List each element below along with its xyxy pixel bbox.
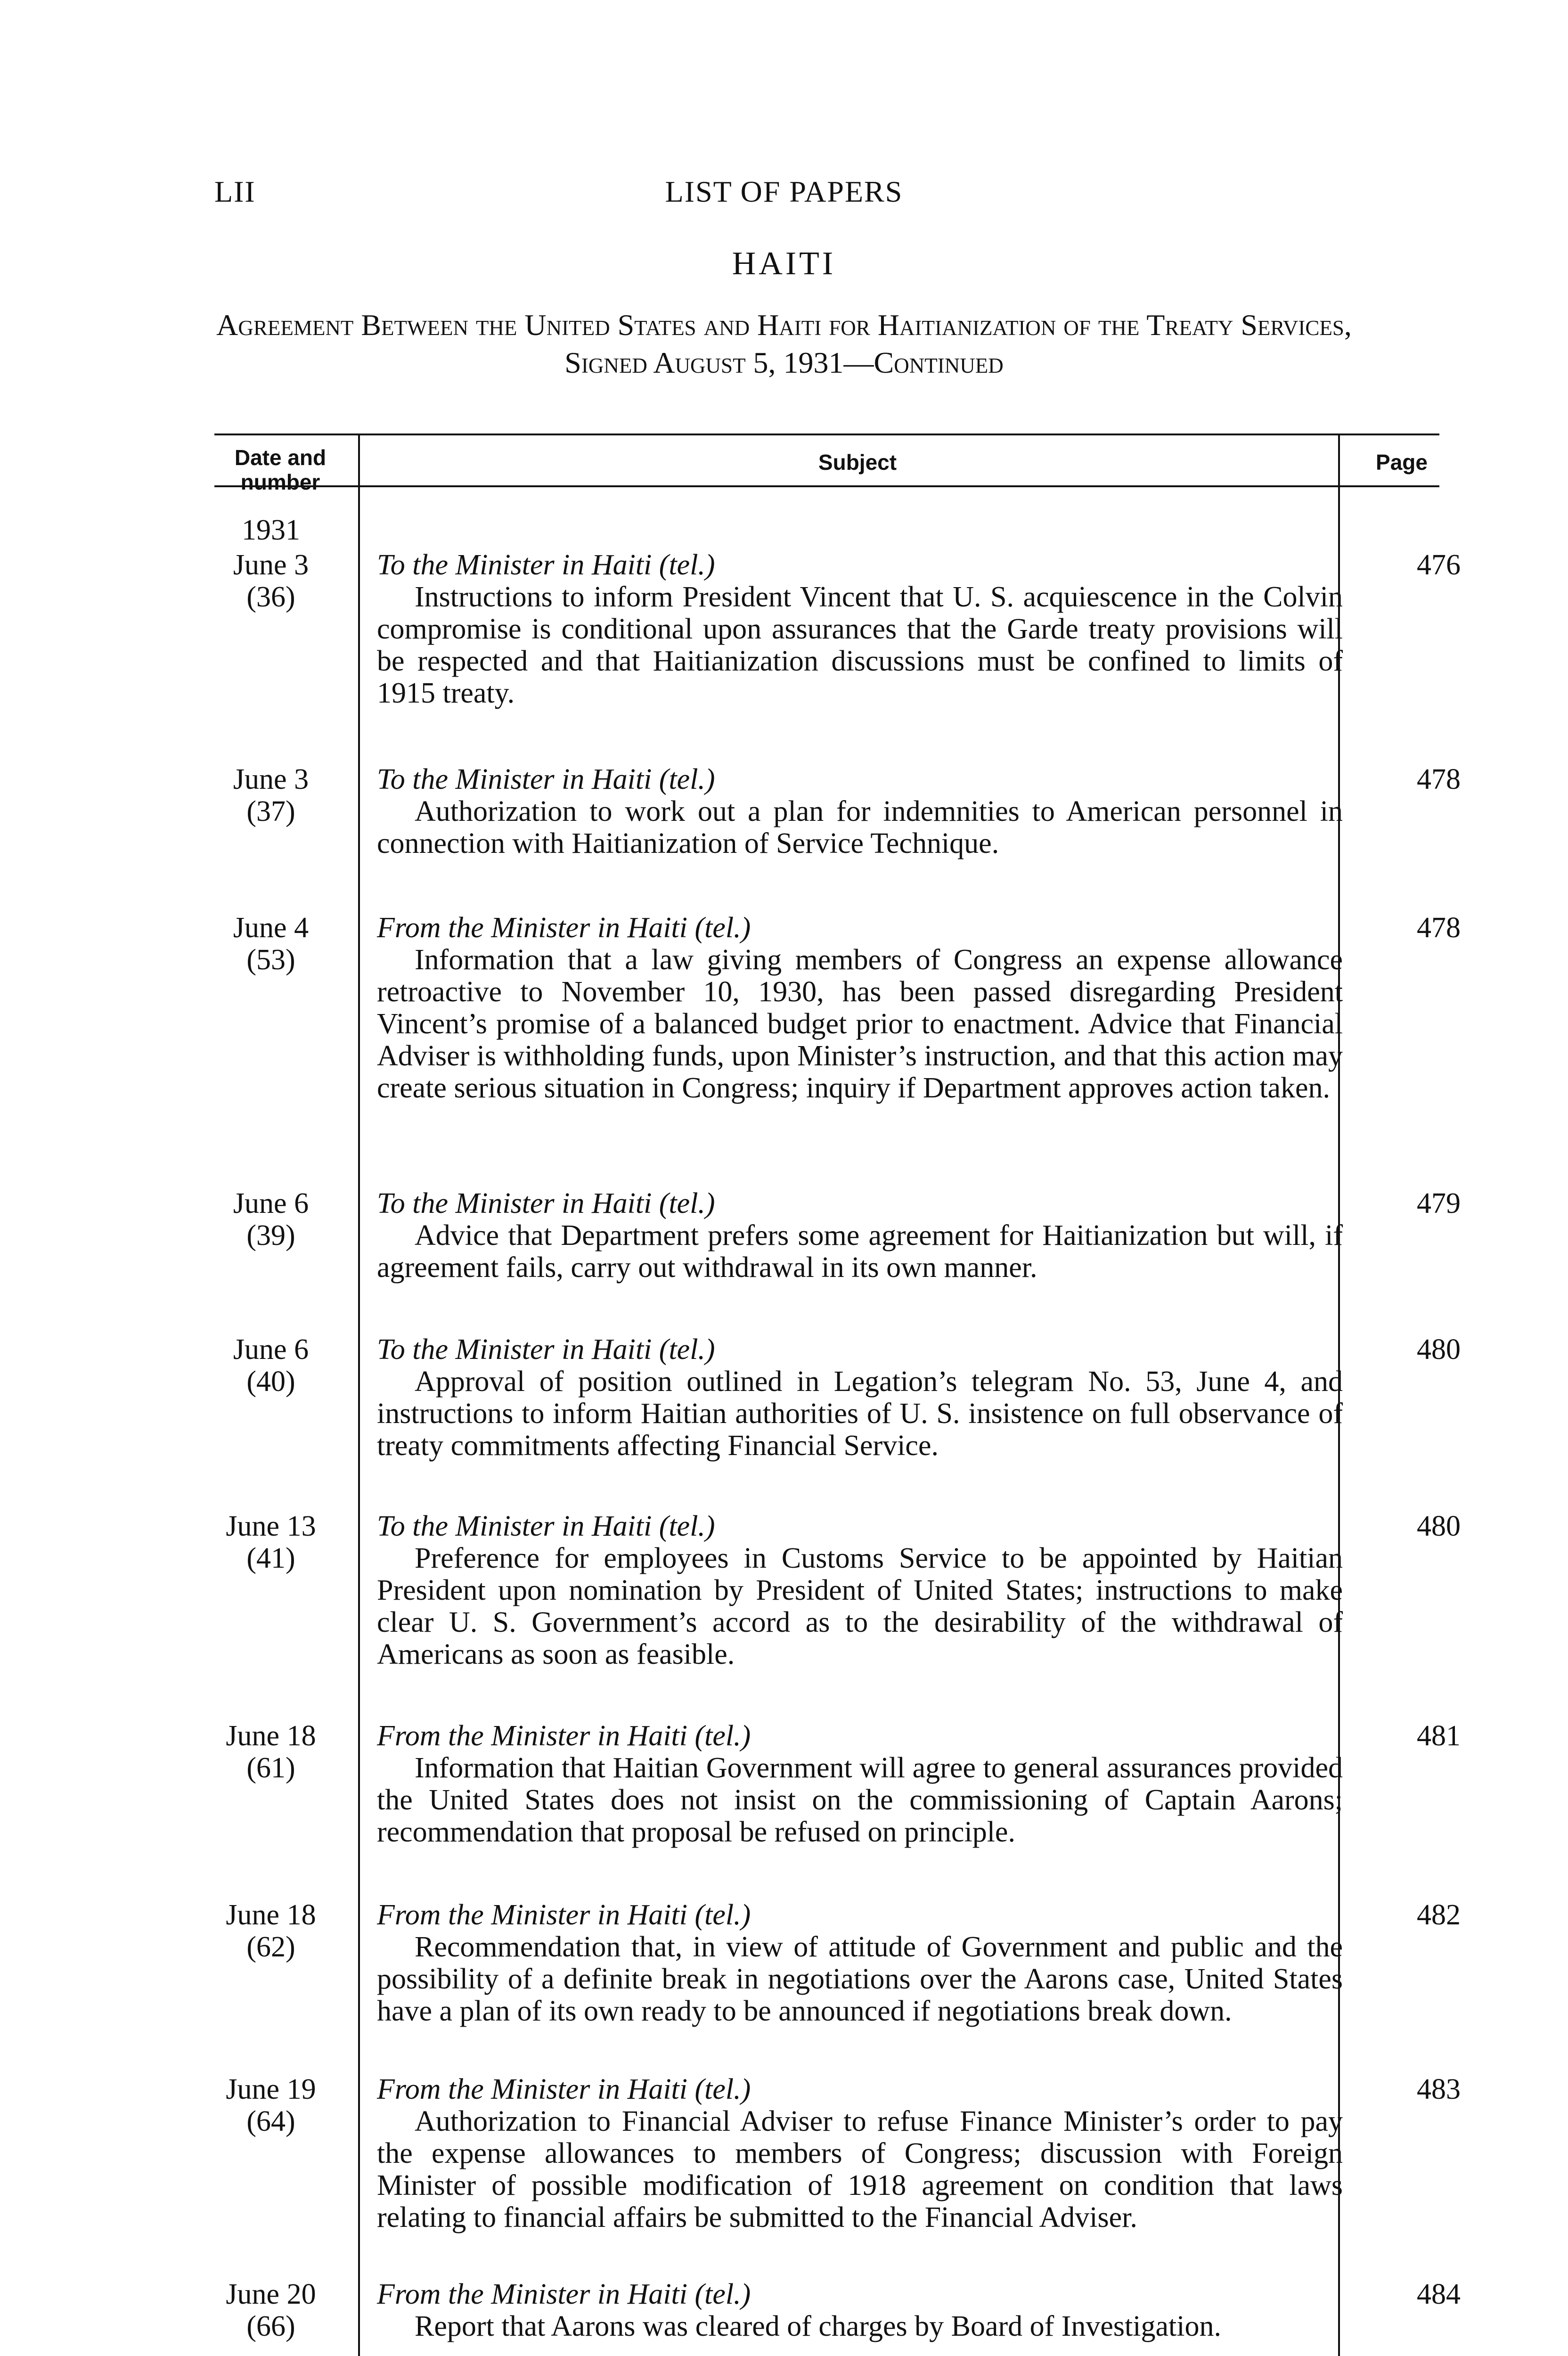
entry-page: 478 <box>1417 763 1461 795</box>
entry-date <box>207 912 335 976</box>
entry-from: To the Minister in Haiti (tel.) <box>377 763 715 795</box>
entry-description: Authorization to work out a plan for indemnities to American personnel in connection with Haitianization of Service Technique. <box>377 795 1343 859</box>
entry-number: (40) <box>246 1366 295 1398</box>
entry-subject <box>377 1333 1343 1462</box>
page-folio: LII <box>214 175 256 208</box>
entry-date <box>207 1510 335 1574</box>
entry-page: 484 <box>1417 2278 1461 2310</box>
section-subtitle: Agreement Between the United States and Haiti for Haitianization of the Treaty Services, Signed August 5, 1931—Continued <box>216 308 1352 379</box>
entry-subject <box>377 1187 1343 1284</box>
entry-page: 481 <box>1417 1720 1461 1752</box>
running-head <box>214 174 1354 212</box>
entry-date <box>207 763 335 827</box>
entry-page: 476 <box>1417 549 1461 581</box>
entry-number: (66) <box>246 2310 295 2342</box>
column-header-page: Page <box>1376 450 1428 474</box>
entry-date-text: June 6 <box>233 1333 309 1366</box>
entry-from: From the Minister in Haiti (tel.) <box>377 1720 751 1752</box>
entry-number: (36) <box>246 581 295 613</box>
entry-page: 482 <box>1417 1899 1461 1931</box>
entry-page: 480 <box>1417 1333 1461 1366</box>
entry-date <box>207 2278 335 2342</box>
entry-subject <box>377 2278 1343 2342</box>
entry-date-text: June 4 <box>233 912 309 944</box>
entry-from: To the Minister in Haiti (tel.) <box>377 1510 715 1542</box>
entry-subject <box>377 1899 1343 2027</box>
entry-from: To the Minister in Haiti (tel.) <box>377 549 715 581</box>
entry-description: Preference for employees in Customs Service to be appointed by Haitian President upon nomination by President of United States; instructions to make clear U. S. Government’s accord as to the desirability of the withdrawal of Americans as soon as feasible. <box>377 1542 1343 1670</box>
entry-from: From the Minister in Haiti (tel.) <box>377 2073 751 2105</box>
table-header-rule <box>214 485 1439 487</box>
section-title: HAITI <box>732 245 836 282</box>
entry-number: (39) <box>246 1219 295 1252</box>
column-header-date: Date and number <box>234 445 327 494</box>
entry-date <box>207 1187 335 1252</box>
entry-subject <box>377 1510 1343 1670</box>
entry-description: Authorization to Financial Adviser to refuse Finance Minister’s order to pay the expense allowances to members of Congress; discussion with Foreign Minister of possible modification of 1918 agreement on condition that laws relating to financial affairs be submitted to the Financial Adviser. <box>377 2105 1343 2233</box>
entry-subject <box>377 1720 1343 1848</box>
entry-description: Report that Aarons was cleared of charges by Board of Investigation. <box>415 2310 1221 2342</box>
entry-subject <box>377 549 1343 709</box>
year-label: 1931 <box>242 514 300 546</box>
entry-from: From the Minister in Haiti (tel.) <box>377 2278 751 2310</box>
running-title: LIST OF PAPERS <box>665 175 903 208</box>
entry-date-text: June 18 <box>226 1899 316 1931</box>
entry-number: (64) <box>246 2105 295 2137</box>
entry-date-text: June 3 <box>233 763 309 795</box>
entry-date-text: June 3 <box>233 549 309 581</box>
entry-description: Information that Haitian Government will agree to general assurances provided the United States does not insist on the commissioning of Captain Aarons; recommendation that proposal be refused on principle. <box>377 1752 1343 1848</box>
column-divider-left <box>358 434 360 2356</box>
entry-number: (62) <box>246 1931 295 1963</box>
entry-date-text: June 13 <box>226 1510 316 1542</box>
entry-date <box>207 1720 335 1784</box>
entry-number: (41) <box>246 1542 295 1574</box>
entry-from: To the Minister in Haiti (tel.) <box>377 1333 715 1366</box>
entry-description: Approval of position outlined in Legation’s telegram No. 53, June 4, and instructions to inform Haitian authorities of U. S. insistence on full observance of treaty commitments affecting Financial Service. <box>377 1366 1343 1462</box>
entry-number: (53) <box>246 944 295 976</box>
entry-number: (61) <box>246 1752 295 1784</box>
entry-page: 480 <box>1417 1510 1461 1542</box>
entry-from: From the Minister in Haiti (tel.) <box>377 912 751 944</box>
entry-subject <box>377 2073 1343 2233</box>
entry-page: 479 <box>1417 1187 1461 1219</box>
entry-description: Instructions to inform President Vincent that U. S. acquiescence in the Colvin compromise is conditional upon assurances that the Garde treaty provisions will be respected and that Haitianization discussions must be confined to limits of 1915 treaty. <box>377 581 1343 709</box>
entry-from: To the Minister in Haiti (tel.) <box>377 1187 715 1219</box>
entry-description: Recommendation that, in view of attitude of Government and public and the possibility of a definite break in negotiations over the Aarons case, United States have a plan of its own ready to be announced if negotiations break down. <box>377 1931 1343 2027</box>
entry-page: 478 <box>1417 912 1461 944</box>
entry-date <box>207 2073 335 2137</box>
entry-description: Advice that Department prefers some agreement for Haitianization but will, if agreement fails, carry out withdrawal in its own manner. <box>377 1219 1343 1284</box>
entry-date-text: June 20 <box>226 2278 316 2310</box>
entry-date <box>207 549 335 613</box>
entry-subject <box>377 912 1343 1104</box>
entry-date-text: June 19 <box>226 2073 316 2105</box>
entry-from: From the Minister in Haiti (tel.) <box>377 1899 751 1931</box>
entry-page: 483 <box>1417 2073 1461 2105</box>
column-header-subject: Subject <box>818 450 897 474</box>
entry-subject <box>377 763 1343 859</box>
entry-description: Information that a law giving members of Congress an expense allowance retroactive to November 10, 1930, has been passed disregarding President Vincent’s promise of a balanced budget prior to enactment. Advice that Financial Adviser is withholding funds, upon Minister’s instruction, and that this action may create serious situation in Congress; inquiry if Department approves action taken. <box>377 944 1343 1104</box>
entry-date <box>207 1899 335 1963</box>
entry-date-text: June 18 <box>226 1720 316 1752</box>
entry-date-text: June 6 <box>233 1187 309 1219</box>
entry-number: (37) <box>246 795 295 827</box>
table-top-rule <box>214 434 1439 435</box>
entry-date <box>207 1333 335 1398</box>
